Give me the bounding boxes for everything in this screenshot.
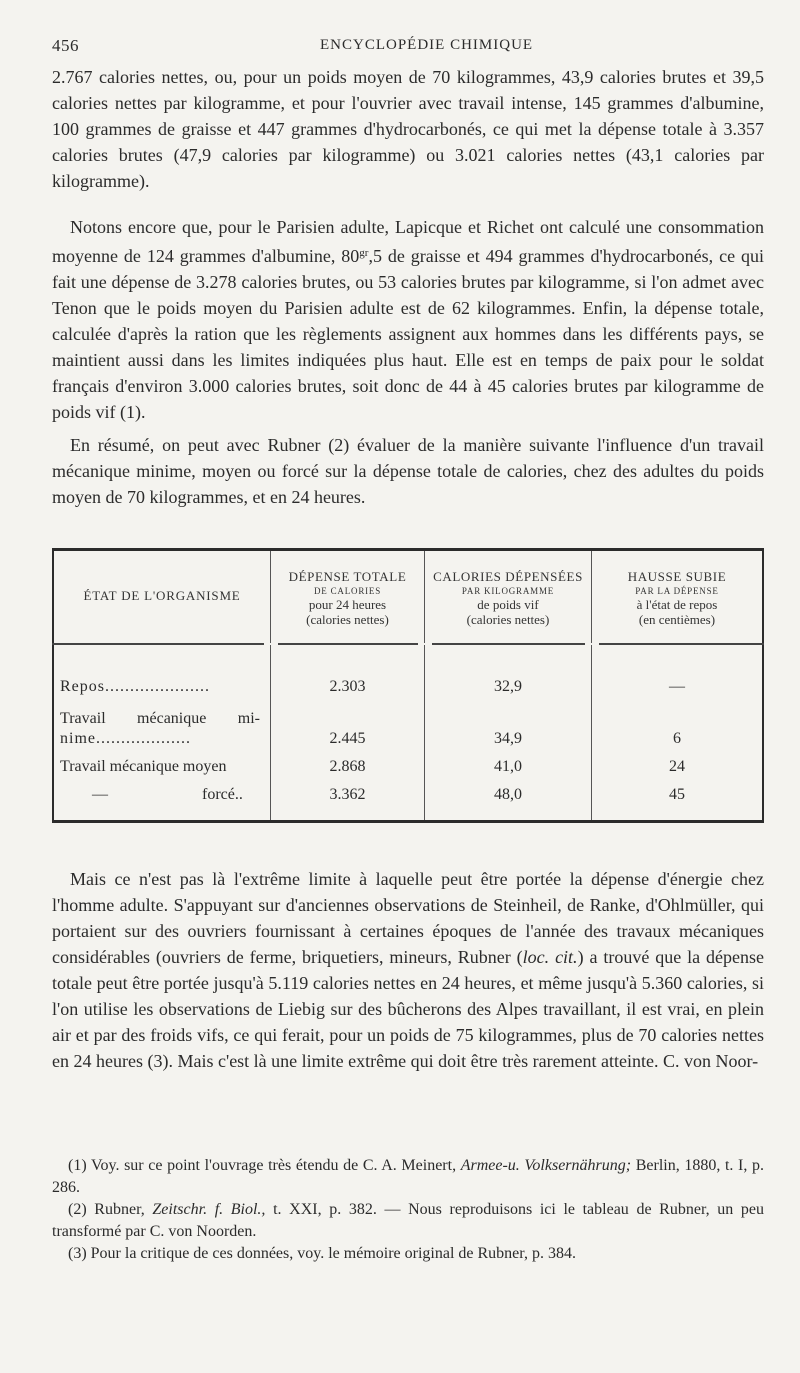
- footnote-3-mark: (3): [68, 1245, 87, 1262]
- paragraph-4-text-b: ) a trouvé que la dépense totale peut être portée jusqu'à 5.119 calories nettes en 24 heures, et même jusqu'à 5.360 calories, si l'on utilise les observations de Liebig sur des bûcherons des Alpes travaillant, il est vrai, en plein air et par des froids vifs, ce qui ferait, pour un poids de 75 kilogrammes, plus de 70 calories nettes en 24 heures (3). Mais c'est là une limite extrême qui doit être très rarement atteinte. C. von Noor-: [52, 947, 764, 1071]
- paragraph-4-citation: loc. cit.: [522, 947, 578, 967]
- paragraph-1: 2.767 calories nettes, ou, pour un poids moyen de 70 kilogrammes, 43,9 calories brutes et 39,5 calories nettes par kilogramme, et pour l'ouvrier avec travail intense, 145 grammes d'albumine, 100 grammes de graisse et 447 grammes d'hydrocarbonés, ce qui met la dépense totale à 3.357 calories brutes (47,9 calories par kilogramme) ou 3.021 calories nettes (43,1 calories par kilogramme).: [52, 67, 764, 191]
- table-right-edge: [762, 548, 764, 823]
- table-row-label: Travail mécanique moyen: [60, 758, 227, 775]
- header-increase-line1: HAUSSE SUBIE: [627, 569, 727, 584]
- table-cell-increase: 6: [673, 730, 681, 747]
- table-header-rule: [52, 643, 764, 645]
- header-perkg-line1: CALORIES DÉPENSÉES: [433, 569, 583, 584]
- table-header-per-kg: [425, 568, 591, 627]
- header-increase-line2: PAR LA DÉPENSE: [635, 586, 719, 596]
- table-row-label: forcé..: [202, 786, 243, 803]
- table-header-increase: [592, 568, 762, 627]
- table-cell-total: 2.445: [329, 730, 366, 747]
- table-row-label-cont: nime...................: [60, 730, 191, 747]
- footnote-2-text-a: Rubner,: [94, 1201, 153, 1218]
- header-total-line1: DÉPENSE TOTALE: [288, 569, 407, 584]
- footnote-3-text: Pour la critique de ces données, voy. le mémoire original de Rubner, p. 384.: [90, 1245, 576, 1262]
- paragraph-3: [52, 432, 764, 510]
- running-header: [52, 36, 764, 60]
- footnote-1-text-a: Voy. sur ce point l'ouvrage très étendu de C. A. Meinert,: [91, 1157, 461, 1174]
- header-perkg-line3: de poids vif: [477, 597, 539, 612]
- running-title: ENCYCLOPÉDIE CHIMIQUE: [320, 37, 534, 53]
- footnotes: [52, 1155, 764, 1265]
- table-cell-per-kg: 32,9: [494, 678, 522, 695]
- header-perkg-line2: PAR KILOGRAMME: [461, 586, 555, 596]
- footnote-1: [52, 1155, 764, 1199]
- paragraph-3-text: En résumé, on peut avec Rubner (2) évaluer de la manière suivante l'influence d'un travail mécanique minime, moyen ou forcé sur la dépense totale de calories, chez des adultes du poids moyen de 70 kilogrammes, et en 24 heures.: [52, 435, 764, 507]
- header-increase-line3: à l'état de repos: [636, 597, 718, 612]
- paragraph-2-text-b: ,5 de graisse et 494 grammes d'hydrocarbonés, ce qui fait une dépense de 3.278 calories brutes, ou 53 calories brutes par kilogramme, si l'on admet avec Tenon que le poids moyen du Parisien adulte est de 62 kilogrammes. Enfin, la dépense totale, calculée d'après la ration que les règlements assignent aux hommes dans les différents pays, se maintient aussi dans les limites indiquées plus haut. Elle est en temps de paix pour le soldat français d'environ 3.000 calories brutes, soit donc de 44 à 45 calories brutes par kilogramme de poids vif (1).: [52, 246, 764, 422]
- footnote-1-title: Armee-u. Volksernährung;: [460, 1157, 632, 1174]
- header-total-line4: (calories nettes): [306, 612, 389, 627]
- footnote-2: [52, 1199, 764, 1243]
- paragraph-2: [52, 214, 764, 425]
- header-increase-line4: (en centièmes): [638, 612, 716, 627]
- footnote-2-text-b: t. XXI, p. 382. — Nous reproduisons ici le tableau de Rubner, un peu transformé par C. von Noorden.: [52, 1201, 765, 1240]
- table-cell-increase: 45: [669, 786, 685, 803]
- header-total-line3: pour 24 heures: [308, 597, 387, 612]
- table-cell-total: 3.362: [329, 786, 366, 803]
- unit-superscript: gr: [359, 247, 369, 259]
- footnote-2-mark: (2): [68, 1201, 87, 1218]
- table-cell-increase: —: [669, 678, 685, 695]
- footnote-1-text-b: Berlin, 1880, t. I, p. 286.: [52, 1157, 764, 1196]
- table-cell-per-kg: 48,0: [494, 786, 522, 803]
- footnote-2-journal: Zeitschr. f. Biol.,: [152, 1201, 266, 1218]
- table-cell-total: 2.868: [329, 758, 366, 775]
- table-row-label: Travail mécanique mi-: [60, 710, 260, 727]
- page-number: 456: [52, 36, 79, 55]
- table-row-label-dash: —: [92, 786, 108, 803]
- table-bottom-rule: [52, 820, 764, 823]
- energy-table: [52, 548, 764, 826]
- paragraph-2-text-a: Notons encore que, pour le Parisien adulte, Lapicque et Richet ont calculé une consommation moyenne de 124 grammes d'albumine, 80: [52, 217, 764, 266]
- table-cell-per-kg: 41,0: [494, 758, 522, 775]
- table-row-label: Repos.....................: [60, 678, 210, 695]
- footnote-3: [52, 1243, 764, 1265]
- footnote-1-mark: (1): [68, 1157, 87, 1174]
- header-total-line2: DE CALORIES: [313, 586, 382, 596]
- table-top-rule: [52, 548, 764, 551]
- paragraph-4-text-a: Mais ce n'est pas là l'extrême limite à laquelle peut être portée la dépense d'énergie chez l'homme adulte. S'appuyant sur d'anciennes observations de Steinheil, de Ranke, d'Ohlmüller, qui portaient sur des ouvriers fournissant à certaines époques de l'année des travaux mécaniques considérables (ouvriers de ferme, briquetiers, mineurs, Rubner (: [52, 869, 764, 967]
- table-cell-increase: 24: [669, 758, 685, 775]
- table-cell-per-kg: 34,9: [494, 730, 522, 747]
- table-header-state: ÉTAT DE L'ORGANISME: [83, 588, 241, 603]
- header-perkg-line4: (calories nettes): [466, 612, 550, 627]
- table-header-total: [271, 568, 424, 627]
- paragraph-4: [52, 866, 764, 1074]
- table-cell-total: 2.303: [329, 678, 366, 695]
